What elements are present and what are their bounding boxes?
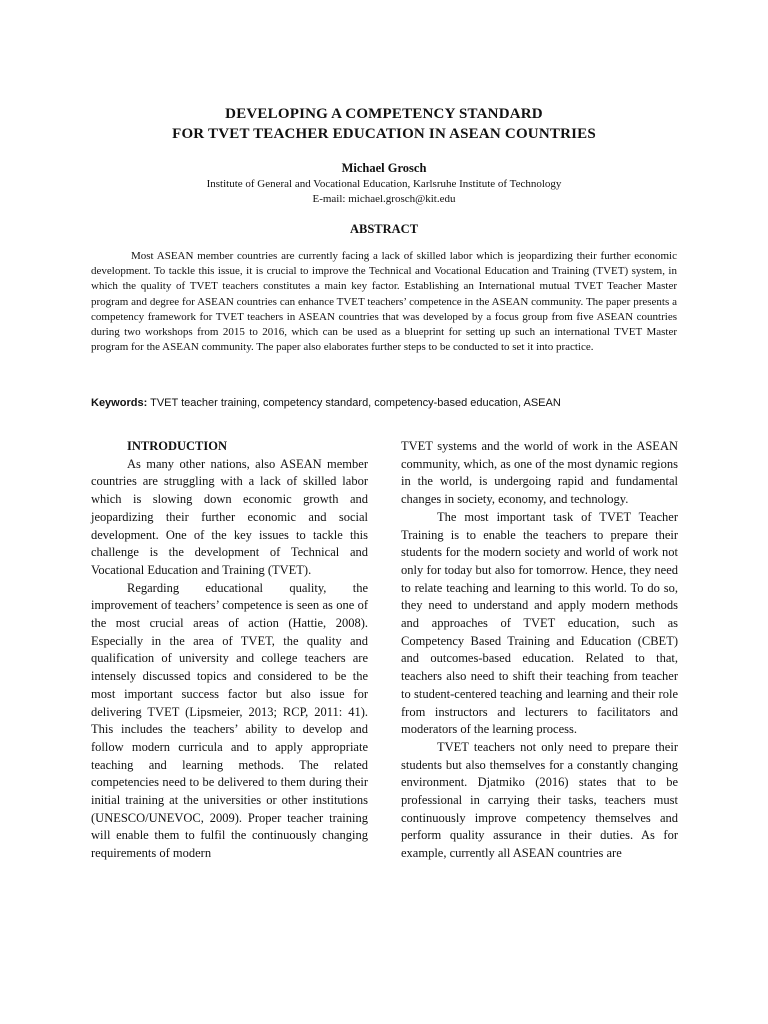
author-email: E-mail: michael.grosch@kit.edu [312, 193, 456, 205]
body-paragraph-continuation: TVET systems and the world of work in the ASEAN community, which, as one of the most dynamic regions in the world, is undergoing rapid and fundamental changes in society, economy, and technology. [401, 439, 678, 507]
keywords-text: TVET teacher training, competency standard, competency-based education, ASEAN [147, 397, 561, 409]
title-line-1: DEVELOPING A COMPETENCY STANDARD [225, 106, 543, 122]
body-paragraph: TVET teachers not only need to prepare their students but also themselves for a constantly changing environment. Djatmiko (2016) states that to be professional in carrying their tasks, teachers must continuously improve competency themselves and perform quality assurance in their duties. As for example, currently all ASEAN countries are [401, 739, 678, 861]
keywords-label: Keywords: [91, 397, 148, 409]
body-paragraph: The most important task of TVET Teacher Training is to enable the teachers to prepare their students for the modern society and world of work not only for today but also for tomorrow. Hence, they need to relate teaching and learning to this world. To do so, they need to understand and apply modern methods and approaches of TVET education, such as Competency Based Training and Education (CBET) and outcomes-based education. Related to that, teachers also need to shift their teaching from teacher to student-centered teaching and learning and their role from instructors and lecturers to facilitators and moderators of the learning process. [401, 509, 678, 737]
keywords-line [91, 396, 677, 410]
right-column [401, 438, 678, 863]
body-paragraph: Regarding educational quality, the improvement of teachers’ competence is seen as one of the most crucial areas of action (Hattie, 2008). Especially in the area of TVET, the quality and qualification of university and college teachers are intensely discussed topics and considered to be the most important success factor but also issue for delivering TVET (Lipsmeier, 2013; RCP, 2011: 41). This includes the teachers’ ability to develop and follow modern curricula and to apply appropriate teaching and learning methods. The related competencies need to be delivered to them during their initial training at the universities or other institutions (UNESCO/UNEVOC, 2009). Proper teacher training will enable them to fulfil the continuously changing requirements of modern [91, 580, 368, 861]
body-paragraph: As many other nations, also ASEAN member countries are struggling with a lack of skilled labor which is slowing down economic growth and jeopardizing their further economic and social development. One of the key issues to tackle this challenge is the development of Technical and Vocational Education and Training (TVET). [91, 456, 368, 577]
introduction-heading: INTRODUCTION [127, 439, 228, 453]
abstract-heading: ABSTRACT [349, 222, 419, 236]
paper-title [0, 104, 768, 144]
left-column [91, 438, 368, 863]
abstract-body: Most ASEAN member countries are currently facing a lack of skilled labor which is jeopardizing their further economic development. To tackle this issue, it is crucial to improve the Technical and Vocational Education and Training (TVET) system, in which the quality of TVET teachers constitutes a main key factor. Establishing an International mutual TVET Teacher Master program and degree for ASEAN countries can enhance TVET teachers’ competence in the ASEAN community. The paper presents a competency framework for TVET teachers in ASEAN countries that was developed by a focus group from five ASEAN countries during two workshops from 2015 to 2016, which can be used as a blueprint for setting up such an international TVET Master program for the ASEAN community. The paper also elaborates further steps to be conducted to set it into practice. [91, 250, 677, 354]
author-name: Michael Grosch [341, 161, 427, 175]
title-line-2: FOR TVET TEACHER EDUCATION IN ASEAN COUNTRIES [172, 126, 596, 142]
author-affiliation: Institute of General and Vocational Education, Karlsruhe Institute of Technology [206, 178, 562, 190]
